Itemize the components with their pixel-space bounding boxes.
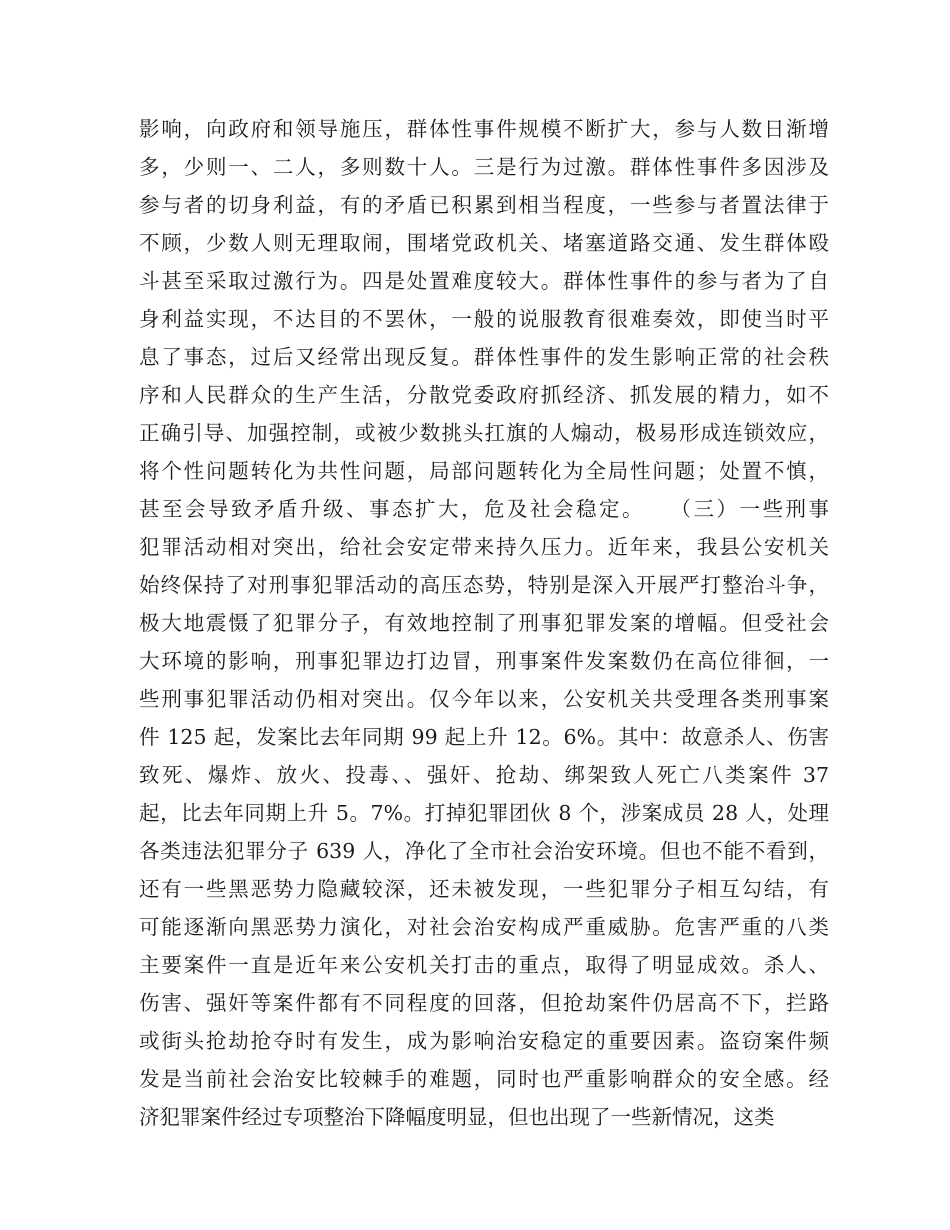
text-line: 序和人民群众的生产生活，分散党委政府抓经济、抓发展的精力，如不 — [139, 383, 829, 407]
body-text — [139, 110, 829, 1136]
text-line: 不顾，少数人则无理取闹，围堵党政机关、堵塞道路交通、发生群体殴 — [139, 231, 829, 255]
text-line: 身利益实现，不达目的不罢休，一般的说服教育很难奏效，即使当时平 — [139, 307, 829, 331]
text-line: 发是当前社会治安比较棘手的难题，同时也严重影响群众的安全感。经 — [139, 1067, 829, 1091]
text-line: 伤害、强奸等案件都有不同程度的回落，但抢劫案件仍居高不下，拦路 — [139, 991, 829, 1015]
text-line: 或街头抢劫抢夺时有发生，成为影响治安稳定的重要因素。盗窃案件频 — [139, 1029, 829, 1053]
text-line: 将个性问题转化为共性问题，局部问题转化为全局性问题；处置不慎， — [139, 459, 829, 483]
text-line: 参与者的切身利益，有的矛盾已积累到相当程度，一些参与者置法律于 — [139, 193, 829, 217]
text-line: 件 125 起，发案比去年同期 99 起上升 12。6%。其中：故意杀人、伤害 — [139, 725, 829, 749]
text-line: 可能逐渐向黑恶势力演化，对社会治安构成严重威胁。危害严重的八类 — [139, 915, 829, 939]
text-line: 极大地震慑了犯罪分子，有效地控制了刑事犯罪发案的增幅。但受社会 — [139, 611, 829, 635]
text-line: 正确引导、加强控制，或被少数挑头扛旗的人煽动，极易形成连锁效应， — [139, 421, 829, 445]
text-line: 主要案件一直是近年来公安机关打击的重点，取得了明显成效。杀人、 — [139, 953, 829, 977]
text-line: 致死、爆炸、放火、投毒、、强奸、抢劫、绑架致人死亡八类案件 37 — [139, 763, 829, 787]
text-line: 多，少则一、二人，多则数十人。三是行为过激。群体性事件多因涉及 — [139, 155, 829, 179]
text-line: 犯罪活动相对突出，给社会安定带来持久压力。近年来，我县公安机关 — [139, 535, 829, 559]
text-line: 还有一些黑恶势力隐藏较深，还未被发现，一些犯罪分子相互勾结，有 — [139, 877, 829, 901]
text-line: 影响，向政府和领导施压，群体性事件规模不断扩大，参与人数日渐增 — [139, 117, 829, 141]
text-line: 息了事态，过后又经常出现反复。群体性事件的发生影响正常的社会秩 — [139, 345, 829, 369]
text-line: 起，比去年同期上升 5。7%。打掉犯罪团伙 8 个，涉案成员 28 人，处理 — [139, 801, 829, 825]
text-line: 始终保持了对刑事犯罪活动的高压态势，特别是深入开展严打整治斗争， — [139, 573, 829, 597]
text-line: 斗甚至采取过激行为。四是处置难度较大。群体性事件的参与者为了自 — [139, 269, 829, 293]
text-line: 各类违法犯罪分子 639 人，净化了全市社会治安环境。但也不能不看到， — [139, 839, 829, 863]
text-line: 甚至会导致矛盾升级、事态扩大，危及社会稳定。 （三）一些刑事 — [139, 497, 829, 521]
text-line: 济犯罪案件经过专项整治下降幅度明显，但也出现了一些新情况，这类 — [139, 1105, 775, 1129]
text-line: 大环境的影响，刑事犯罪边打边冒，刑事案件发案数仍在高位徘徊，一 — [139, 649, 829, 673]
text-line: 些刑事犯罪活动仍相对突出。仅今年以来，公安机关共受理各类刑事案 — [139, 687, 829, 711]
